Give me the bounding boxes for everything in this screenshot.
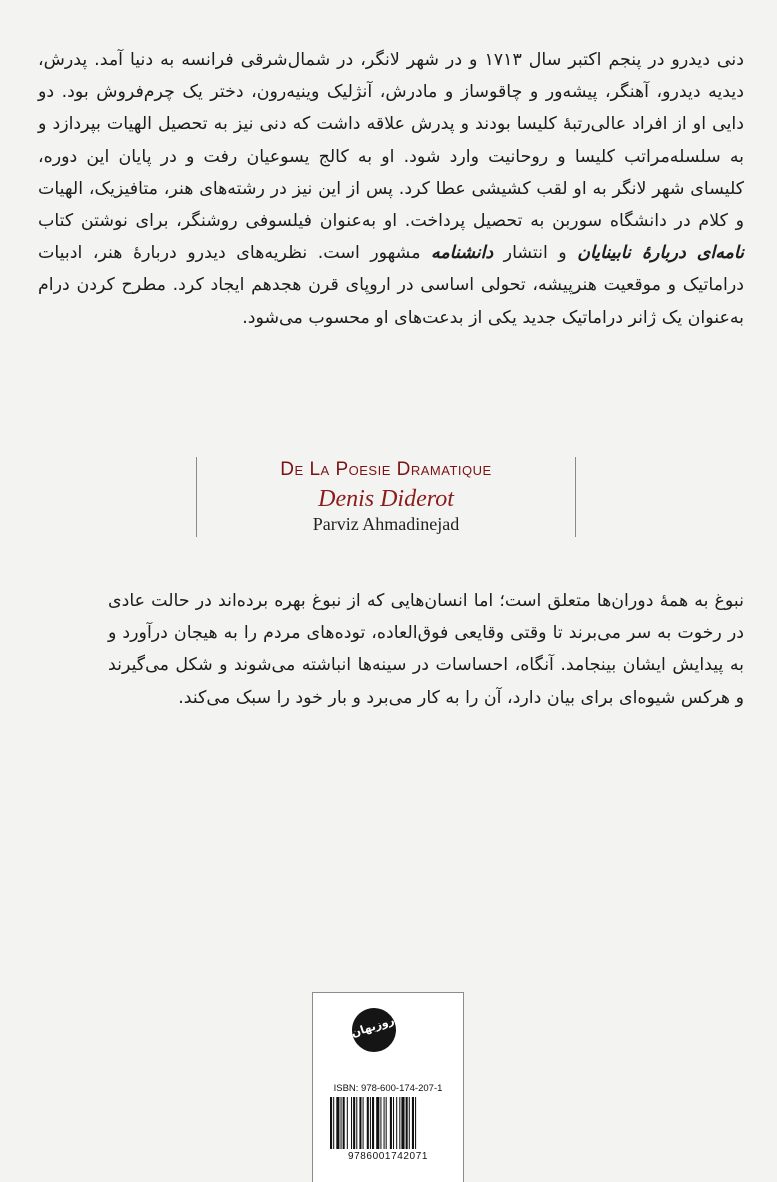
publisher-logo-icon bbox=[346, 1002, 401, 1057]
biography-text-cont: و انتشار bbox=[493, 243, 578, 264]
book-title-encyclopedia: دانشنامه bbox=[431, 243, 494, 264]
title-block bbox=[196, 457, 576, 537]
quotation: نبوغ به همهٔ دوران‌ها متعلق است؛ اما انسان‌هایی که از نبوغ بهره برده‌اند در حالت عادی در رخوت به سر می‌برند تا وقتی وقایعی فوق‌العاده، توده‌های مردم را به هیجان درآورد و به پیدایش ایشان بینجامد. آنگاه، احساسات در سینه‌ها انباشته می‌شوند و شکل می‌گیرند و هرکس شیوه‌ای برای بیان دارد، آن را به کار می‌برد و بار خود را سبک می‌کند. bbox=[108, 591, 744, 708]
book-title-letter-on-blind: نامه‌ای دربارهٔ نابینایان bbox=[577, 243, 744, 264]
author-name: Denis Diderot bbox=[318, 486, 454, 512]
barcode-icon bbox=[328, 1097, 450, 1149]
isbn-label: ISBN: 978-600-174-207-1 bbox=[333, 1083, 443, 1094]
barcode-panel bbox=[312, 992, 464, 1182]
publisher-logo-text: روزبهان bbox=[349, 1013, 396, 1040]
biography-text-end: مشهور است. نظریه‌های دیدرو دربارهٔ هنر، ادبیات دراماتیک و موقعیت هنرپیشه، تحولی اساسی در اروپای قرن هجدهم ایجاد کرد. مطرح کردن درام به‌عنوان یک ژانر دراماتیک جدید یکی از بدعت‌های او محسوب می‌شود. bbox=[38, 243, 744, 328]
author-biography bbox=[38, 44, 744, 334]
biography-text: دنی دیدرو در پنجم اکتبر سال ۱۷۱۳ و در شهر لانگر، در شمال‌شرقی فرانسه به دنیا آمد. پدرش، دیدیه دیدرو، آهنگر، پیشه‌ور و چاقوساز و مادرش، آنژلیک وینیه‌رون، دختر یک چرم‌فروش بود. دو دایی او از افراد عالی‌رتبهٔ کلیسا بودند و پدرش علاقه داشت که دنی نیز به تحصیل الهیات بپردازد و به سلسله‌مراتب کلیسا و روحانیت وارد شود. او به کالج یسوعیان رفت و در پایان این دوره، کلیسای شهر لانگر به او لقب کشیشی عطا کرد. پس از این نیز در رشته‌های هنر، متافیزیک، الهیات و کلام در دانشگاه سوربن به تحصیل پرداخت. او به‌عنوان فیلسوفی روشنگر، برای نوشتن کتاب bbox=[38, 50, 744, 232]
original-title: De La Poesie Dramatique bbox=[280, 459, 492, 480]
translator-name: Parviz Ahmadinejad bbox=[312, 514, 460, 534]
ean-number: 9786001742071 bbox=[347, 1151, 429, 1162]
